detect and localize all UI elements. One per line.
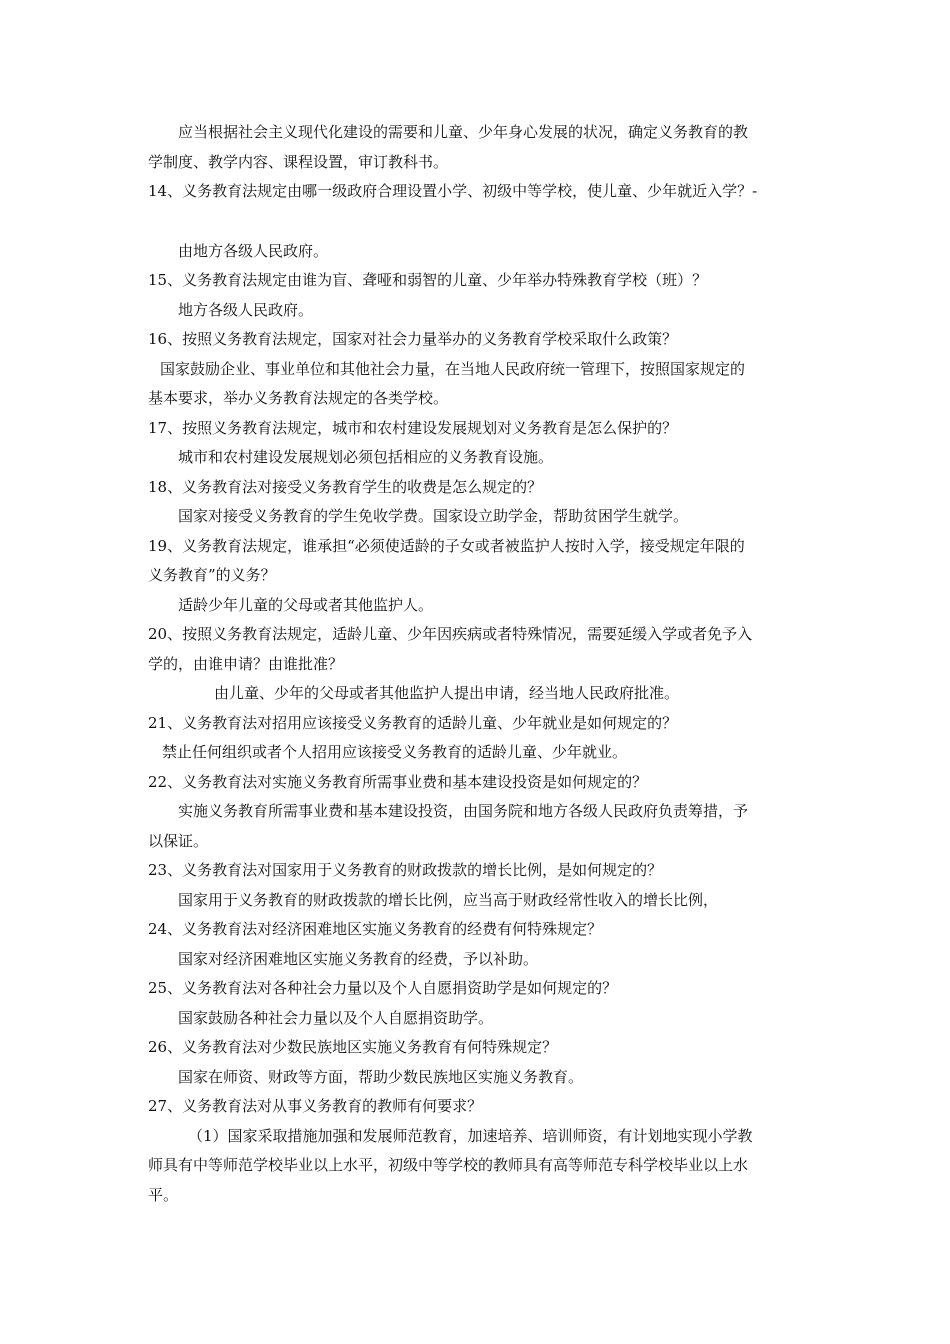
answer-18: 国家对接受义务教育的学生免收学费。国家设立助学金，帮助贫困学生就学。 bbox=[178, 507, 689, 525]
answer-20: 由儿童、少年的父母或者其他监护人提出申请，经当地人民政府批准。 bbox=[214, 684, 680, 702]
question-18: 18、义务教育法对接受义务教育学生的收费是怎么规定的？ bbox=[148, 477, 543, 496]
answer-27-line-3: 平。 bbox=[148, 1185, 179, 1204]
answer-25: 国家鼓励各种社会力量以及个人自愿捐资助学。 bbox=[178, 1008, 494, 1027]
answer-15: 地方各级人民政府。 bbox=[178, 300, 314, 319]
answer-27-line-1: （1）国家采取措施加强和发展师范教育，加速培养、培训师资，有计划地实现小学教 bbox=[188, 1126, 753, 1145]
question-20-line-2: 学的，由谁申请？由谁批准？ bbox=[148, 654, 344, 673]
answer-21: 禁止任何组织或者个人招用应该接受义务教育的适龄儿童、少年就业。 bbox=[162, 743, 628, 761]
question-24: 24、义务教育法对经济困难地区实施义务教育的经费有何特殊规定？ bbox=[148, 920, 603, 938]
question-15: 15、义务教育法规定由谁为盲、聋哑和弱智的儿童、少年举办特殊教育学校（班）？ bbox=[148, 271, 708, 289]
question-26: 26、义务教育法对少数民族地区实施义务教育有何特殊规定？ bbox=[148, 1038, 558, 1056]
question-16: 16、按照义务教育法规定，国家对社会力量举办的义务教育学校采取什么政策？ bbox=[148, 330, 678, 348]
answer-19: 适龄少年儿童的父母或者其他监护人。 bbox=[178, 595, 434, 614]
answer-13-line-1: 应当根据社会主义现代化建设的需要和儿童、少年身心发展的状况，确定义务教育的教 bbox=[178, 123, 749, 141]
question-21: 21、义务教育法对招用应该接受义务教育的适龄儿童、少年就业是如何规定的？ bbox=[148, 713, 678, 732]
question-17: 17、按照义务教育法规定，城市和农村建设发展规划对义务教育是怎么保护的？ bbox=[148, 418, 678, 437]
answer-23: 国家用于义务教育的财政拨款的增长比例，应当高于财政经常性收入的增长比例， bbox=[178, 890, 719, 909]
answer-16-line-2: 基本要求，举办义务教育法规定的各类学校。 bbox=[148, 389, 449, 407]
answer-17: 城市和农村建设发展规划必须包括相应的义务教育设施。 bbox=[178, 448, 554, 466]
question-27: 27、义务教育法对从事义务教育的教师有何要求？ bbox=[148, 1097, 483, 1115]
answer-13-line-2: 学制度、教学内容、课程设置，审订教科书。 bbox=[148, 152, 449, 171]
answer-22-line-1: 实施义务教育所需事业费和基本建设投资，由国务院和地方各级人民政府负责筹措，予 bbox=[178, 802, 749, 820]
question-14: 14、义务教育法规定由哪一级政府合理设置小学、初级中等学校，使儿童、少年就近入学？- bbox=[148, 182, 758, 200]
question-19-line-1: 19、义务教育法规定，谁承担“必须使适龄的子女或者被监护人按时入学，接受规定年限的 bbox=[148, 536, 745, 555]
blank-gap bbox=[148, 207, 818, 237]
question-23: 23、义务教育法对国家用于义务教育的财政拨款的增长比例，是如何规定的？ bbox=[148, 861, 663, 879]
answer-26: 国家在师资、财政等方面，帮助少数民族地区实施义务教育。 bbox=[178, 1067, 584, 1086]
question-25: 25、义务教育法对各种社会力量以及个人自愿捐资助学是如何规定的？ bbox=[148, 979, 618, 997]
question-19-line-2: 义务教育”的义务？ bbox=[148, 566, 276, 584]
answer-14: 由地方各级人民政府。 bbox=[178, 241, 329, 260]
answer-22-line-2: 以保证。 bbox=[148, 831, 209, 850]
answer-16-line-1: 国家鼓励企业、事业单位和其他社会力量，在当地人民政府统一管理下，按照国家规定的 bbox=[160, 359, 746, 378]
document-body bbox=[148, 118, 818, 1210]
answer-27-line-2: 师具有中等师范学校毕业以上水平，初级中等学校的教师具有高等师范专科学校毕业以上水 bbox=[148, 1156, 749, 1174]
answer-24: 国家对经济困难地区实施义务教育的经费，予以补助。 bbox=[178, 949, 539, 968]
question-22: 22、义务教育法对实施义务教育所需事业费和基本建设投资是如何规定的？ bbox=[148, 772, 648, 791]
question-20-line-1: 20、按照义务教育法规定，适龄儿童、少年因疾病或者特殊情况，需要延缓入学或者免予入 bbox=[148, 625, 753, 643]
